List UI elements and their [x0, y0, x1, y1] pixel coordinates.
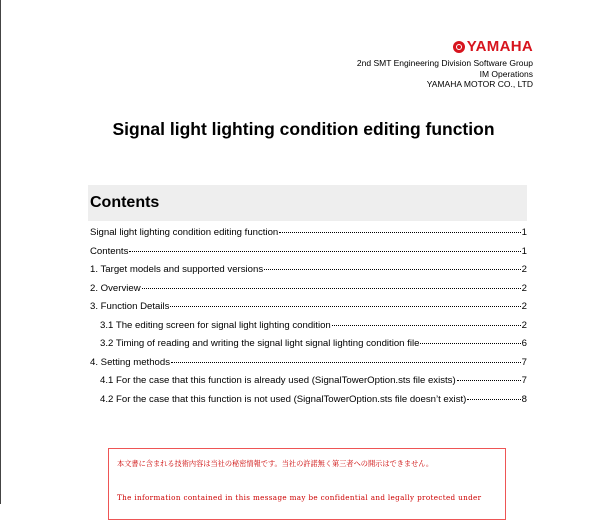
tuning-fork-icon: [453, 41, 465, 53]
toc-leader: [467, 399, 520, 400]
org-line: YAMAHA MOTOR CO., LTD: [426, 79, 533, 89]
toc-entry[interactable]: [90, 372, 527, 391]
toc-leader: [142, 288, 521, 289]
organization-block: [357, 58, 533, 90]
toc-entry[interactable]: [90, 243, 527, 262]
toc-page: 1: [521, 245, 527, 257]
toc-entry[interactable]: [90, 354, 527, 373]
toc-label: 3. Function Details: [90, 301, 170, 312]
table-of-contents: [90, 224, 527, 409]
contents-heading-box: [88, 185, 527, 221]
toc-leader: [332, 325, 521, 326]
confidential-jp: 本文書に含まれる技術内容は当社の秘密情報です。当社の許諾無く第三者への開示はできません。: [117, 459, 434, 468]
toc-leader: [170, 306, 520, 307]
toc-entry[interactable]: [90, 391, 527, 410]
toc-leader: [420, 343, 520, 344]
toc-leader: [264, 269, 521, 270]
toc-page: 6: [521, 338, 527, 349]
toc-entry[interactable]: [90, 224, 527, 243]
toc-page: 2: [521, 301, 527, 312]
toc-leader: [171, 362, 521, 363]
toc-label: 2. Overview: [90, 282, 141, 294]
toc-page: 2: [521, 282, 527, 294]
yamaha-logo: [453, 38, 533, 55]
toc-entry[interactable]: [90, 298, 527, 317]
confidential-en: The information contained in this message may be confidential and legally protected under: [117, 493, 482, 502]
page-edge: [0, 0, 1, 504]
org-line: 2nd SMT Engineering Division Software Group: [356, 58, 533, 68]
toc-label: 3.2 Timing of reading and writing the signal light signal lighting condition file: [100, 338, 420, 349]
document-title: Signal light lighting condition editing function: [112, 119, 495, 139]
toc-entry[interactable]: [90, 261, 527, 280]
toc-entry[interactable]: [90, 317, 527, 336]
contents-heading: Contents: [90, 194, 160, 211]
toc-label: 4.1 For the case that this function is already used (SignalTowerOption.sts file exists): [100, 375, 456, 386]
toc-page: 7: [521, 356, 527, 368]
toc-page: 8: [521, 393, 527, 405]
toc-leader: [457, 380, 521, 381]
toc-page: 1: [521, 227, 527, 238]
toc-entry[interactable]: [90, 280, 527, 299]
toc-label: 1. Target models and supported versions: [90, 264, 264, 275]
toc-label: 4. Setting methods: [90, 356, 170, 368]
toc-leader: [279, 232, 520, 233]
toc-label: 3.1 The editing screen for signal light lighting condition: [100, 319, 331, 331]
toc-label: 4.2 For the case that this function is not used (SignalTowerOption.sts file doesn’t exist): [100, 393, 467, 405]
toc-entry[interactable]: [90, 335, 527, 354]
toc-label: Signal light lighting condition editing function: [90, 227, 279, 238]
logo-text: YAMAHA: [466, 38, 533, 55]
toc-page: 2: [521, 264, 527, 275]
toc-label: Contents: [90, 245, 129, 257]
toc-leader: [129, 251, 520, 252]
toc-page: 2: [521, 319, 527, 331]
org-line: IM Operations: [479, 68, 533, 79]
confidentiality-notice: [108, 448, 506, 520]
toc-page: 7: [521, 375, 527, 386]
